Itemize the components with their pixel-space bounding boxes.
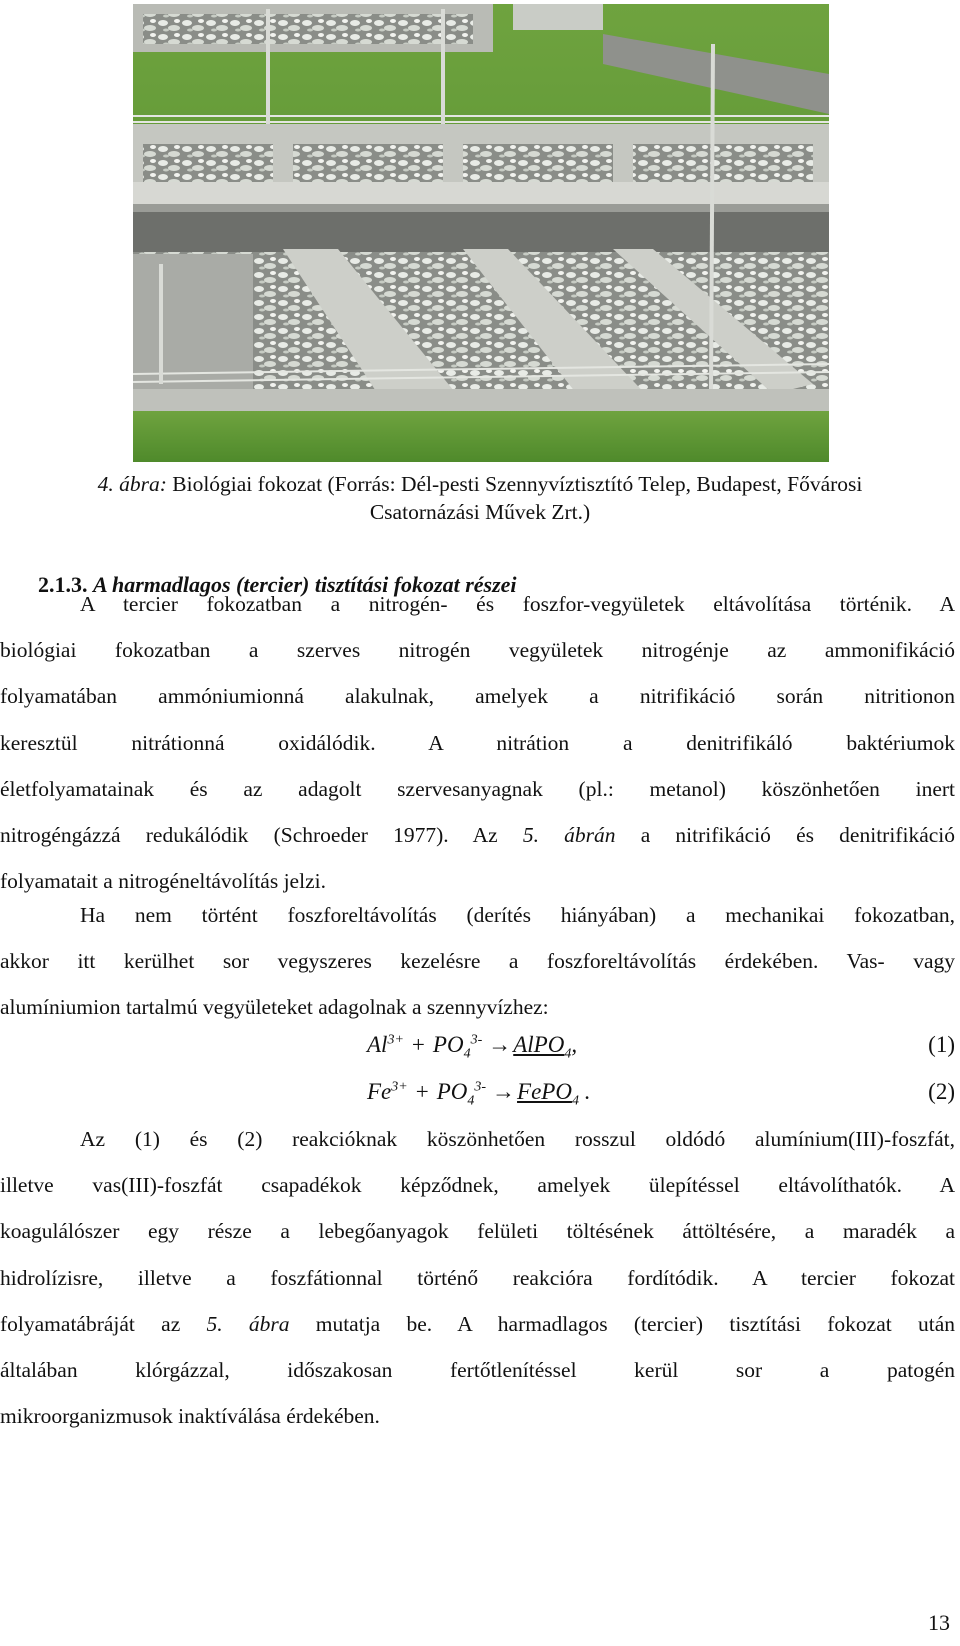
paragraph-nitrogen [0,581,955,904]
figure-caption-text-2: Csatornázási Művek Zrt.) [369,500,591,524]
text-line: hidrolízisre, illetve a foszfátionnal történő reakcióra fordítódik. A tercier fokozat [0,1265,955,1290]
equation-1 [0,1025,955,1065]
text-line: alumíniumion tartalmú vegyületeket adagolnak a szennyvízhez: [0,995,549,1020]
text-line: mikroorganizmusok inaktíválása érdekében. [0,1404,380,1429]
page-number: 13 [928,1610,950,1635]
text-line: általában klórgázzal, időszakosan fertőtlenítéssel kerül sor a patogén [0,1358,955,1383]
text-line: illetve vas(III)-foszfát csapadékok képződnek, amelyek ülepítéssel eltávolíthatók. A [0,1173,955,1198]
figure-reference: 5. ábrán [522,823,616,848]
text-line: Az (1) és (2) reakcióknak köszönhetően rosszul oldódó alumínium(III)-foszfát, [80,1127,955,1151]
paragraph-phosphorus [0,892,955,1031]
text-line: folyamatait a nitrogéneltávolítás jelzi. [0,869,326,894]
aeration-basins-photo [133,4,829,462]
text-line: A tercier fokozatban a nitrogén- és foszfor-vegyületek eltávolítása történik. A [80,592,955,616]
text-line: életfolyamatainak és az adagolt szervesanyagnak (pl.: metanol) köszönhetően inert [0,776,955,801]
figure-caption [30,470,930,526]
section-title: A harmadlagos (tercier) tisztítási fokozat részei [93,572,517,597]
text-line: folyamatábráját az 5. ábra mutatja be. A harmadlagos (tercier) tisztítási fokozat után [0,1311,955,1336]
figure-label: 4. ábra: [97,472,167,496]
text-line: Ha nem történt foszforeltávolítás (derítés hiányában) a mechanikai fokozatban, [80,903,955,927]
figure-caption-text: Biológiai fokozat (Forrás: Dél-pesti Szennyvíztisztító Telep, Budapest, Fővárosi [172,472,863,496]
section-number: 2.1.3. [38,572,88,597]
paragraph-precipitation [0,1116,955,1439]
equation-number: (1) [928,1032,955,1057]
text-line: biológiai fokozatban a szerves nitrogén vegyületek nitrogénje az ammonifikáció [0,638,955,663]
text-line: koagulálószer egy része a lebegőanyagok felületi töltésének áttöltésére, a maradék a [0,1219,955,1244]
text-line: akkor itt kerülhet sor vegyszeres kezelésre a foszforeltávolítás érdekében. Vas- vagy [0,949,955,974]
text-line: nitrogéngázzá redukálódik (Schroeder 1977). Az 5. ábrán a nitrifikáció és denitrifikáció [0,823,956,848]
equation-number: (2) [928,1079,955,1104]
equation-formula: $Al^{3+} + PO_4^{3-}$ →AlPO$_4$, [367,1032,578,1062]
arrow-icon: → [488,1032,512,1057]
text-line: keresztül nitrátionná oxidálódik. A nitrátion a denitrifikáló baktériumok [0,730,955,755]
equation-2 [0,1072,955,1112]
text-line: folyamatában ammóniumionná alakulnak, amelyek a nitrifikáció során nitritionon [0,684,955,709]
figure-reference: 5. ábra [206,1311,290,1336]
arrow-icon: → [492,1079,516,1104]
equation-formula: $Fe^{3+} + PO_4^{3-}$ →FePO$_4$ . [367,1079,591,1109]
